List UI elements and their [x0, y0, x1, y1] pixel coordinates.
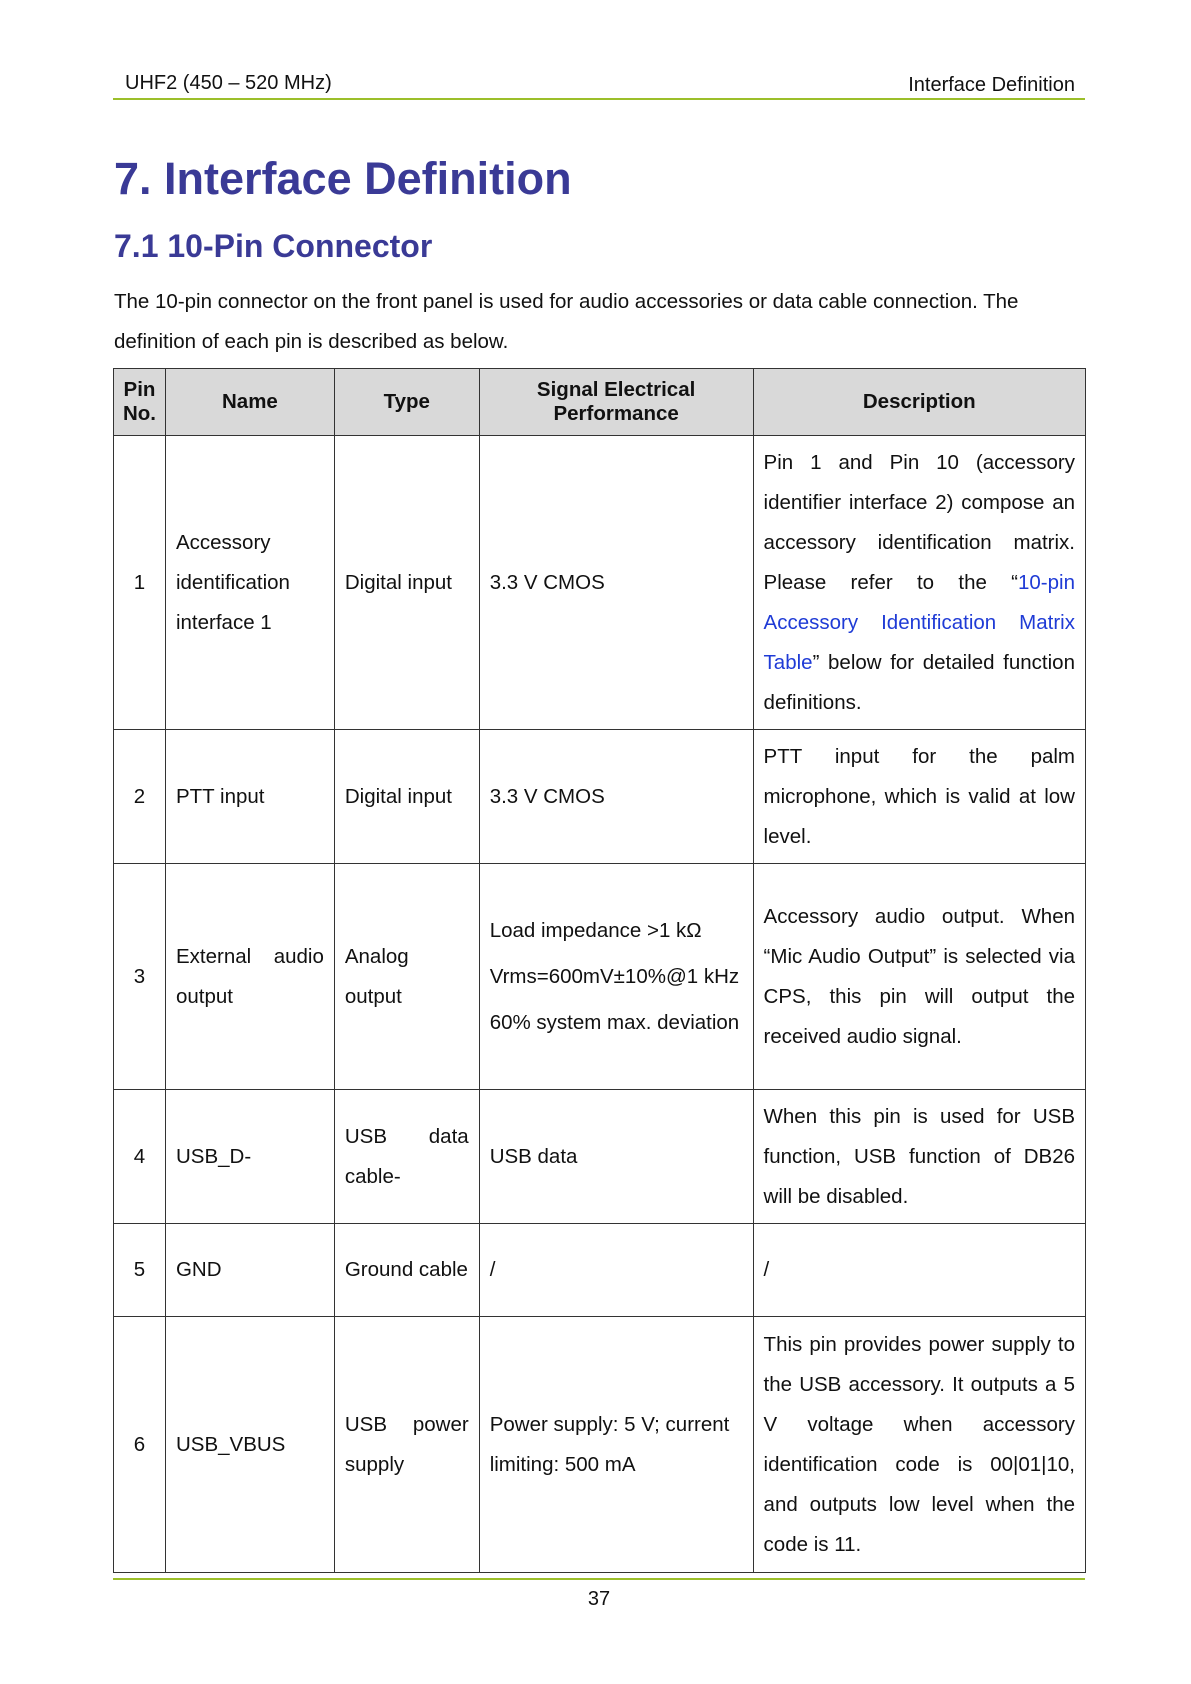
header-document-title: UHF2 (450 – 520 MHz): [125, 72, 332, 94]
pin-number: 4: [114, 1090, 166, 1224]
pin-name: USB_VBUS: [165, 1317, 334, 1573]
table-header-row: [114, 369, 1086, 436]
signal-line: 3.3 V CMOS: [489, 784, 605, 808]
description-text: Pin 1 and Pin 10 (accessory identifier interface 2) compose an accessory identification matrix. Please refer to the “: [763, 450, 1075, 594]
pin-description: Accessory audio output. When “Mic Audio Output” is selected via CPS, this pin will output the received audio signal.: [753, 864, 1085, 1090]
pin-number: 1: [114, 436, 166, 730]
table-row: [114, 1224, 1086, 1317]
pin-description: When this pin is used for USB function, USB function of DB26 will be disabled.: [753, 1090, 1085, 1224]
pin-type: Analog output: [334, 864, 479, 1090]
pin-description: [753, 436, 1085, 730]
pin-type: Ground cable: [334, 1224, 479, 1317]
chapter-title: 7. Interface Definition: [114, 153, 572, 204]
pin-name: PTT input: [165, 730, 334, 864]
signal-line: Power supply: 5 V; current limiting: 500 mA: [489, 1412, 730, 1476]
description-text-end: ” below for detailed function definitions.: [763, 650, 1075, 714]
signal-line: USB data: [489, 1144, 578, 1168]
pin-name: USB_D-: [165, 1090, 334, 1224]
signal-line: Vrms=600mV±10%@1 kHz: [489, 964, 740, 988]
table-row: [114, 436, 1086, 730]
table-row: [114, 1317, 1086, 1573]
pin-type: Digital input: [334, 730, 479, 864]
table-row: [114, 864, 1086, 1090]
signal-line: Load impedance >1 kΩ: [489, 918, 702, 942]
pin-signal: [479, 436, 753, 730]
pin-definition-table: [113, 368, 1086, 1573]
header-section-name: Interface Definition: [908, 74, 1075, 96]
page-header: [113, 64, 1085, 100]
pin-signal: [479, 864, 753, 1090]
pin-name: External audio output: [165, 864, 334, 1090]
header-pin-no: Pin No.: [114, 369, 166, 436]
pin-number: 6: [114, 1317, 166, 1573]
header-name: Name: [165, 369, 334, 436]
pin-description: This pin provides power supply to the USB accessory. It outputs a 5 V voltage when accessory identification code is 00|01|10, and outputs low level when the code is 11.: [753, 1317, 1085, 1573]
pin-description: /: [753, 1224, 1085, 1317]
pin-description: PTT input for the palm microphone, which is valid at low level.: [753, 730, 1085, 864]
header-signal: Signal Electrical Performance: [479, 369, 753, 436]
signal-line: 60% system max. deviation: [489, 1010, 740, 1034]
header-description: Description: [753, 369, 1085, 436]
pin-signal: [479, 730, 753, 864]
table-row: [114, 1090, 1086, 1224]
pin-name: GND: [165, 1224, 334, 1317]
pin-type: USB data cable-: [334, 1090, 479, 1224]
section-title: 7.1 10-Pin Connector: [114, 228, 433, 264]
pin-name: Accessory identification interface 1: [165, 436, 334, 730]
pin-number: 5: [114, 1224, 166, 1317]
pin-number: 3: [114, 864, 166, 1090]
pin-signal: [479, 1090, 753, 1224]
pin-number: 2: [114, 730, 166, 864]
signal-line: 3.3 V CMOS: [489, 570, 605, 594]
matrix-table-link[interactable]: 10-pin Accessory Identification Matrix Table: [763, 570, 1075, 674]
signal-line: /: [489, 1258, 496, 1281]
pin-type: USB power supply: [334, 1317, 479, 1573]
table-row: [114, 730, 1086, 864]
intro-paragraph: The 10-pin connector on the front panel is used for audio accessories or data cable connection. The definition of each pin is described as below.: [114, 290, 1019, 353]
header-type: Type: [334, 369, 479, 436]
pin-signal: [479, 1224, 753, 1317]
pin-type: Digital input: [334, 436, 479, 730]
page-footer: [113, 1578, 1085, 1611]
pin-signal: [479, 1317, 753, 1573]
page-number: 37: [587, 1588, 611, 1610]
